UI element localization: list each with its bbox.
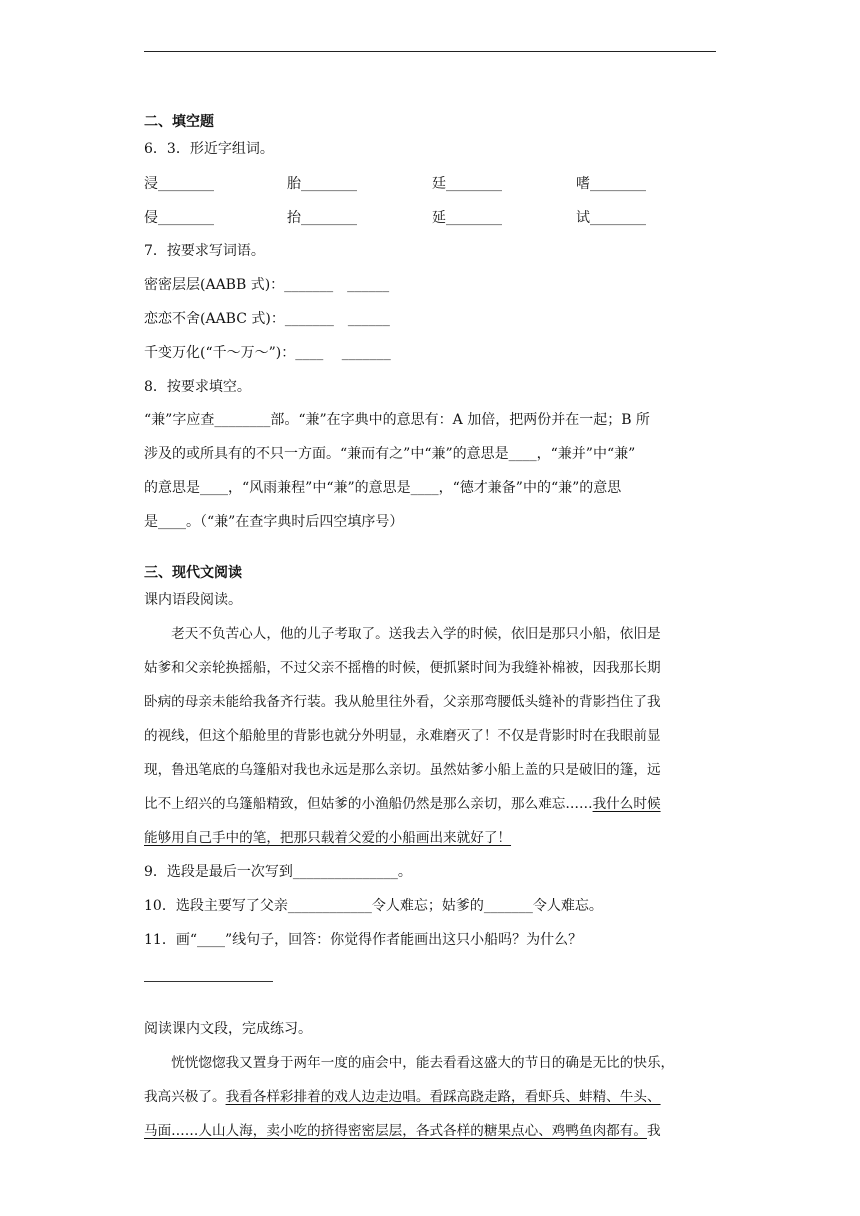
passage2-line-2 bbox=[144, 1087, 718, 1107]
q6-cell-2-2[interactable]: 抬________ bbox=[287, 210, 357, 226]
q6-cell-1-3[interactable]: 廷________ bbox=[432, 176, 502, 192]
q6-cell-2-4[interactable]: 试________ bbox=[576, 210, 646, 226]
passage1-line-6-text: 比不上绍兴的乌篷船精致，但姑爹的小渔船仍然是那么亲切，那么难忘…… bbox=[144, 796, 593, 812]
q8-line-2[interactable]: 涉及的或所具有的不只一方面。“兼而有之”中“兼”的意思是____，“兼并”中“兼” bbox=[144, 446, 636, 462]
passage1-line-1: 老天不负苦心人，他的儿子考取了。送我去入学的时候，依旧是那只小船，依旧是 bbox=[144, 626, 661, 642]
q8-line-1[interactable]: “兼”字应查________部。“兼”在字典中的意思有：A 加倍，把两份并在一起；B 所 bbox=[144, 412, 650, 428]
question-11[interactable]: 11．画“____”线句子，回答：你觉得作者能画出这只小船吗？为什么？ bbox=[144, 932, 583, 948]
passage1-line-2: 姑爹和父亲轮换摇船，不过父亲不摇橹的时候，便抓紧时间为我缝补棉被，因我那长期 bbox=[144, 660, 661, 676]
passage1-line-6 bbox=[144, 794, 718, 814]
reading-intro-1: 课内语段阅读。 bbox=[144, 592, 242, 608]
q7-line-2[interactable]: 恋恋不舍(AABC 式)：_______ ______ bbox=[144, 311, 390, 327]
passage1-line-5: 现，鲁迅笔底的乌篷船对我也永远是那么亲切。虽然姑爹小船上盖的只是破旧的篷，远 bbox=[144, 762, 661, 778]
q8-line-4[interactable]: 是____。（“兼”在查字典时后四空填序号） bbox=[144, 514, 404, 530]
q8-line-3[interactable]: 的意思是____，“风雨兼程”中“兼”的意思是____，“德才兼备”中的“兼”的意思 bbox=[144, 480, 622, 496]
q6-cell-1-2[interactable]: 胎________ bbox=[287, 176, 357, 192]
question-10[interactable]: 10．选段主要写了父亲____________令人难忘；姑爹的_______令人难忘。 bbox=[144, 898, 603, 914]
passage2-line-2-text: 我高兴极了。 bbox=[144, 1089, 226, 1105]
header-rule bbox=[144, 51, 716, 52]
underlined-sentence-b-part-1: 我看各样彩排着的戏人边走边唱。看踩高跷走路，看虾兵、蚌精、牛头、 bbox=[225, 1089, 661, 1105]
q6-cell-2-1[interactable]: 侵________ bbox=[144, 210, 214, 226]
q6-cell-1-4[interactable]: 嗜________ bbox=[576, 176, 646, 192]
section-heading-reading: 三、现代文阅读 bbox=[144, 565, 242, 581]
question-8-prompt: 8．按要求填空。 bbox=[144, 379, 251, 395]
question-9[interactable]: 9．选段是最后一次写到_______________。 bbox=[144, 864, 412, 880]
section-heading-fill-blank: 二、填空题 bbox=[144, 114, 214, 130]
question-7-prompt: 7．按要求写词语。 bbox=[144, 243, 265, 259]
passage1-line-7 bbox=[144, 828, 718, 848]
q6-cell-2-3[interactable]: 延________ bbox=[432, 210, 502, 226]
passage1-line-3: 卧病的母亲未能给我备齐行装。我从舱里往外看，父亲那弯腰低头缝补的背影挡住了我 bbox=[144, 694, 661, 710]
underlined-sentence-part-2: 能够用自己手中的笔，把那只载着父爱的小船画出来就好了！ bbox=[144, 830, 512, 846]
passage2-line-3-text: 我 bbox=[646, 1123, 661, 1139]
passage2-line-1: 恍恍惚惚我又置身于两年一度的庙会中，能去看看这盛大的节日的确是无比的快乐， bbox=[144, 1055, 675, 1071]
question-6-prompt: 6．3．形近字组词。 bbox=[144, 141, 274, 157]
underlined-sentence-b-part-2: 马面……人山人海，卖小吃的挤得密密层层，各式各样的糖果点心、鸡鸭鱼肉都有。 bbox=[144, 1123, 647, 1139]
q7-line-3[interactable]: 千变万化(“千～万～”)：____ _______ bbox=[144, 345, 391, 361]
reading-intro-2: 阅读课内文段，完成练习。 bbox=[144, 1021, 312, 1037]
underlined-sentence-part-1: 我什么时候 bbox=[592, 796, 661, 812]
passage1-line-4: 的视线，但这个船舱里的背影也就分外明显，永难磨灭了！不仅是背影时时在我眼前显 bbox=[144, 728, 661, 744]
q7-line-1[interactable]: 密密层层(AABB 式)：_______ ______ bbox=[144, 277, 390, 293]
answer-line-q11[interactable] bbox=[144, 981, 273, 982]
passage2-line-3 bbox=[144, 1121, 718, 1141]
q6-cell-1-1[interactable]: 浸________ bbox=[144, 176, 214, 192]
